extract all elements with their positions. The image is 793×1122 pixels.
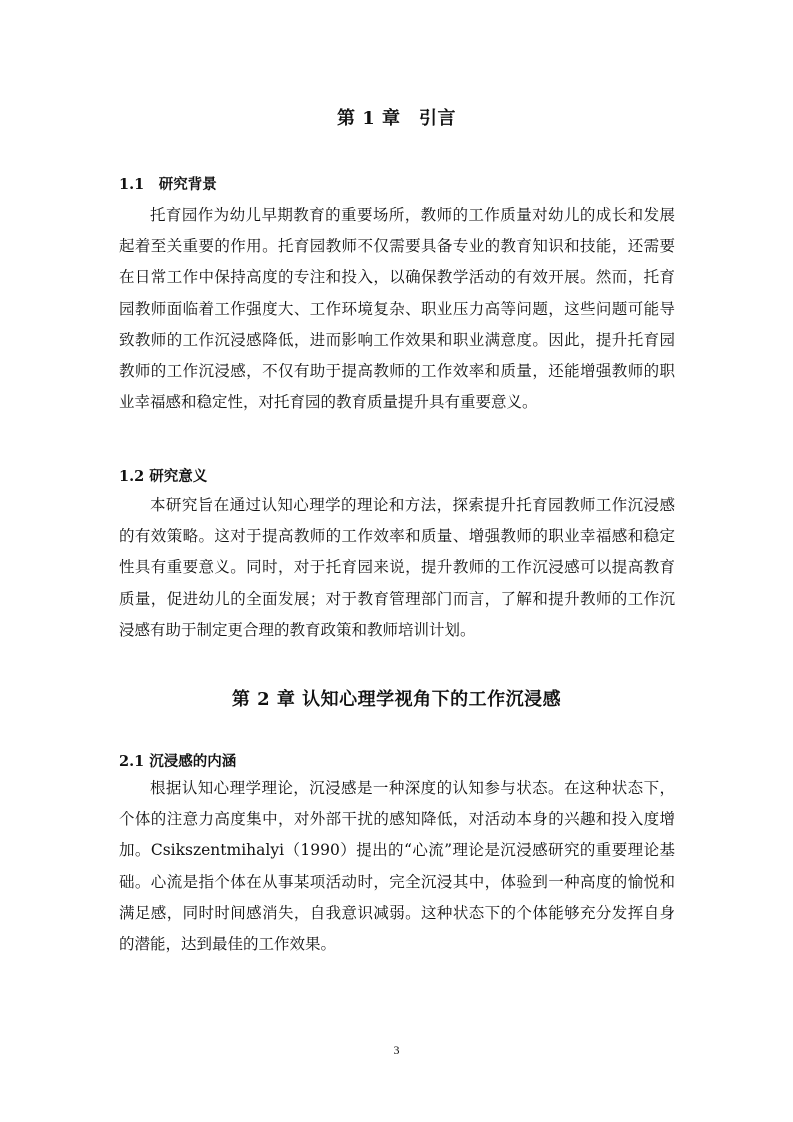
section-2-1-heading: 2.1 沉浸感的内涵 <box>119 753 237 770</box>
section-1-1-paragraph: 托育园作为幼儿早期教育的重要场所，教师的工作质量对幼儿的成长和发展起着至关重要的作用。托育园教师不仅需要具备专业的教育知识和技能，还需要在日常工作中保持高度的专注和投入，以确保教学活动的有效开展。然而，托育园教师面临着工作强度大、工作环境复杂、职业压力高等问题，这些问题可能导致教师的工作沉浸感降低，进而影响工作效果和职业满意度。因此，提升托育园教师的工作沉浸感，不仅有助于提高教师的工作效率和质量，还能增强教师的职业幸福感和稳定性，对托育园的教育质量提升具有重要意义。 <box>119 206 675 412</box>
chapter-1-title: 第 1 章 引言 <box>336 108 457 129</box>
section-2-1-paragraph: 根据认知心理学理论，沉浸感是一种深度的认知参与状态。在这种状态下，个体的注意力高度集中，对外部干扰的感知降低，对活动本身的兴趣和投入度增加。Csikszentmihalyi（1990）提出的“心流”理论是沉浸感研究的重要理论基础。心流是指个体在从事某项活动时，完全沉浸其中，体验到一种高度的愉悦和满足感，同时时间感消失，自我意识减弱。这种状态下的个体能够充分发挥自身的潜能，达到最佳的工作效果。 <box>119 779 675 954</box>
section-1-2-paragraph: 本研究旨在通过认知心理学的理论和方法，探索提升托育园教师工作沉浸感的有效策略。这对于提高教师的工作效率和质量、增强教师的职业幸福感和稳定性具有重要意义。同时，对于托育园来说，提升教师的工作沉浸感可以提高教育质量，促进幼儿的全面发展；对于教育管理部门而言，了解和提升教师的工作沉浸感有助于制定更合理的教育政策和教师培训计划。 <box>119 496 675 639</box>
chapter-2-title: 第 2 章 认知心理学视角下的工作沉浸感 <box>231 689 562 710</box>
page-number: 3 <box>393 1043 400 1057</box>
section-1-1-heading: 1.1 研究背景 <box>119 176 217 193</box>
section-1-2-heading: 1.2 研究意义 <box>119 468 208 485</box>
